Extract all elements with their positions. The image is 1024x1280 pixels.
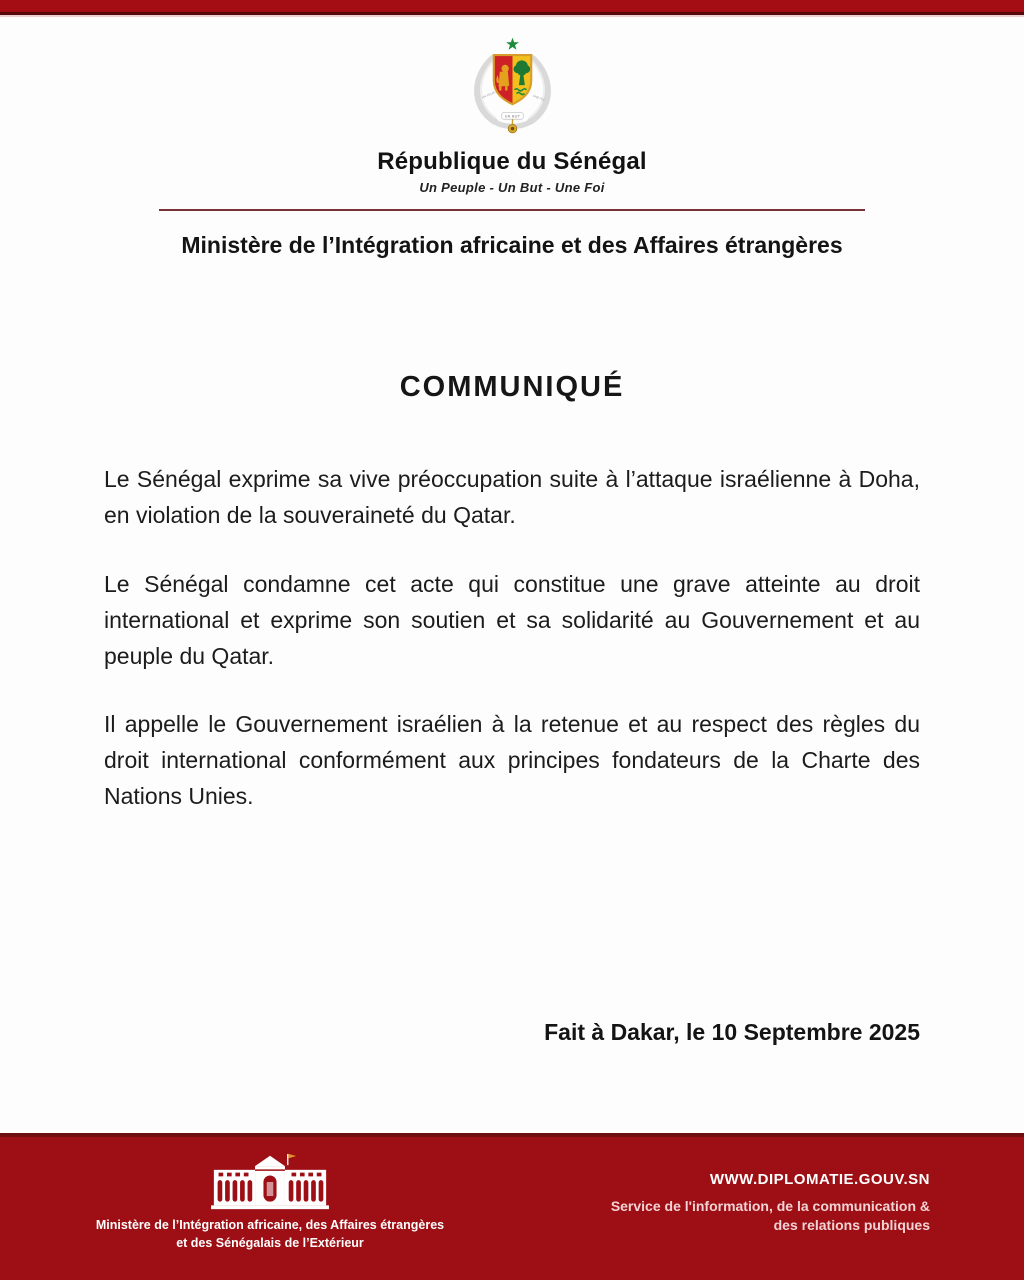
- footer-right-block: [540, 1137, 1024, 1280]
- svg-text:UN BUT: UN BUT: [504, 114, 520, 119]
- communique-title: COMMUNIQUÉ: [399, 371, 625, 403]
- paragraph-2: Le Sénégal condamne cet acte qui constitue une grave atteinte au droit international et exprime son soutien et sa solidarité au Gouvernement et au peuple du Qatar.: [104, 570, 920, 669]
- republic-title: République du Sénégal: [377, 148, 647, 175]
- service-info-line1: Service de l'information, de la communication &: [610, 1198, 930, 1214]
- footer-ministry-line2: et des Sénégalais de l’Extérieur: [176, 1235, 364, 1250]
- dateline: Fait à Dakar, le 10 Septembre 2025: [544, 1019, 920, 1045]
- communique-body: [104, 462, 920, 815]
- footer-band: [0, 1133, 1024, 1280]
- ministry-heading: Ministère de l’Intégration africaine et des Affaires étrangères: [181, 232, 843, 258]
- top-red-bar: [0, 0, 1024, 15]
- ministry-building-icon: [209, 1153, 331, 1211]
- footer-left-block: [0, 1137, 540, 1280]
- svg-text:UNE FOI: UNE FOI: [531, 93, 545, 103]
- svg-text:UN PEUPLE: UN PEUPLE: [480, 89, 499, 100]
- service-info-line2: des relations publiques: [773, 1216, 930, 1233]
- national-motto: Un Peuple - Un But - Une Foi: [419, 180, 605, 195]
- paragraph-3: Il appelle le Gouvernement israélien à la retenue et au respect des règles du droit international conformément aux principes fondateurs de la Charte des Nations Unies.: [104, 711, 920, 810]
- paragraph-1: Le Sénégal exprime sa vive préoccupation suite à l’attaque israélienne à Doha, en violation de la souveraineté du Qatar.: [104, 466, 920, 528]
- website-url: WWW.DIPLOMATIE.GOUV.SN: [709, 1171, 930, 1188]
- senegal-coat-of-arms-icon: [462, 35, 563, 142]
- separator-line: [159, 209, 865, 211]
- footer-ministry-line1: Ministère de l’Intégration africaine, des Affaires étrangères: [95, 1218, 445, 1232]
